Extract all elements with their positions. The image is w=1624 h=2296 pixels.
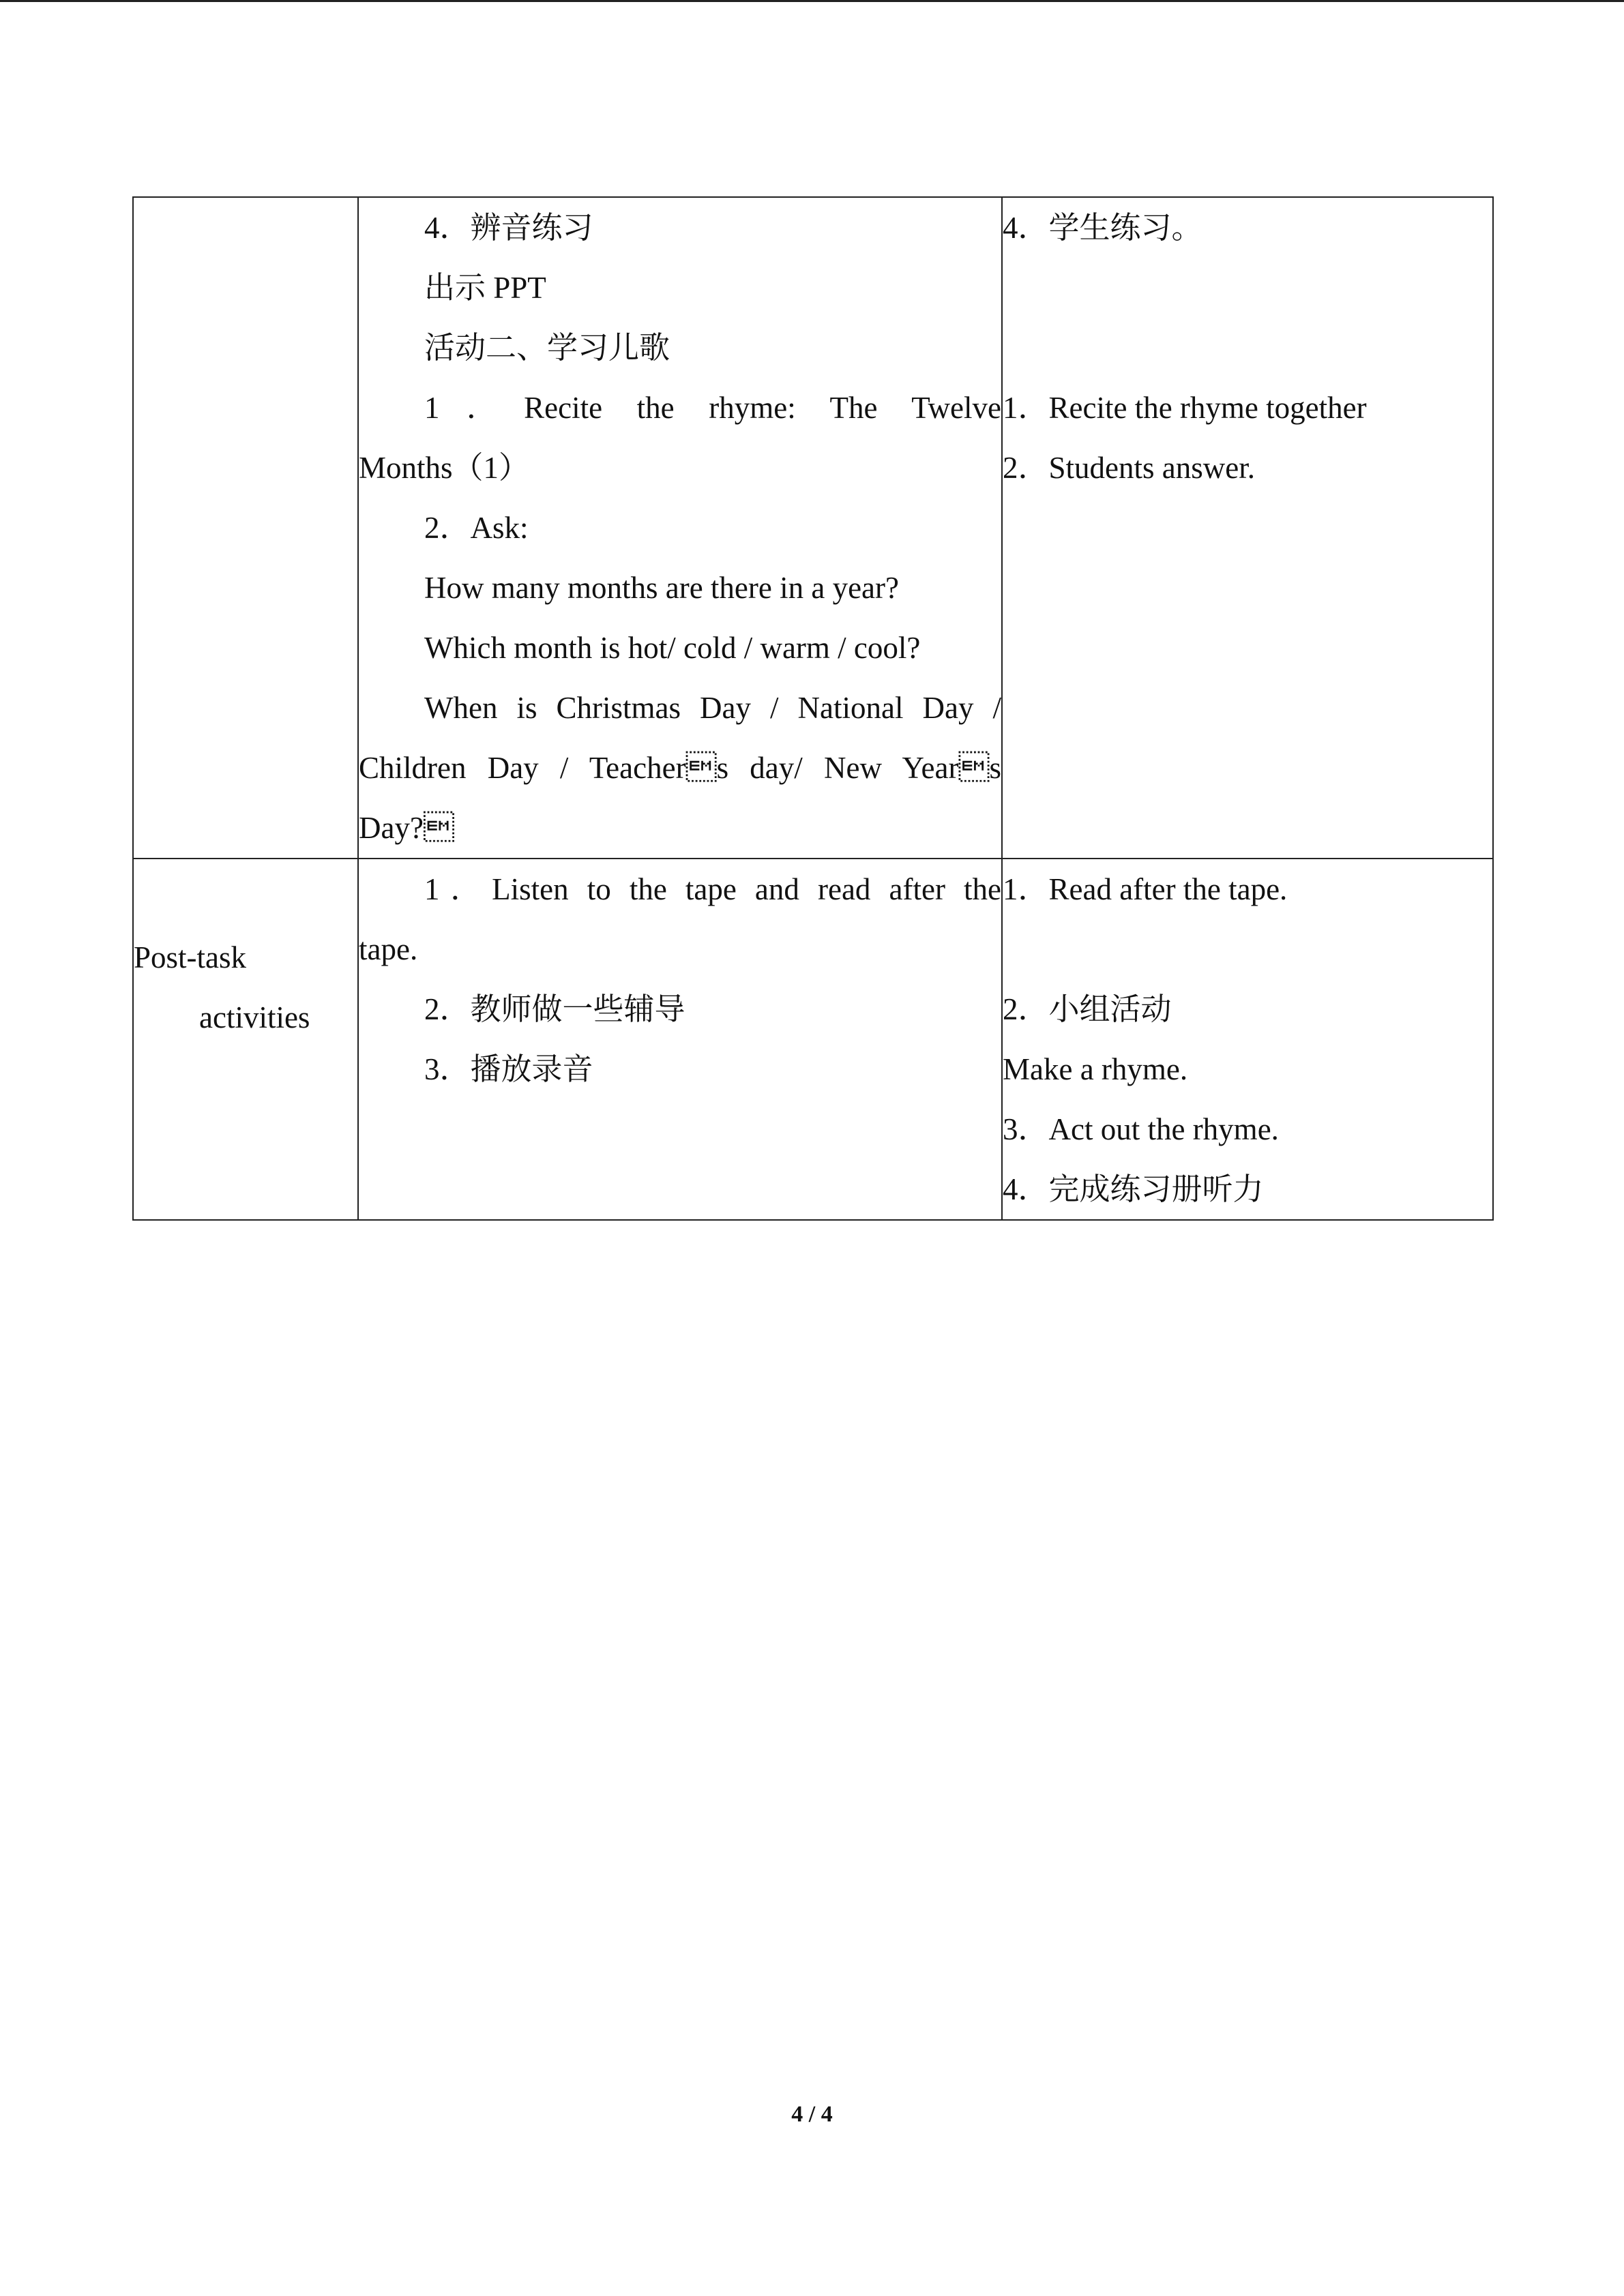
stage-cell-empty bbox=[133, 197, 358, 859]
student-line: 1．Recite the rhyme together bbox=[1003, 391, 1367, 425]
teacher-line: 3．播放录音 bbox=[424, 1052, 593, 1086]
page-number: 4 / 4 bbox=[791, 2102, 833, 2127]
student-activity-cell bbox=[1002, 859, 1493, 1220]
student-line: Make a rhyme. bbox=[1003, 1052, 1188, 1086]
student-line: 2．Students answer. bbox=[1003, 451, 1255, 485]
teacher-line: tape. bbox=[359, 932, 418, 966]
teacher-line: 活动二、学习儿歌 bbox=[424, 331, 670, 365]
teacher-line: Months（1） bbox=[359, 451, 530, 485]
teacher-line: 2．教师做一些辅导 bbox=[424, 992, 685, 1026]
teacher-line: Children Day / Teachers day/ New Years bbox=[359, 751, 1001, 785]
stage-label: activities bbox=[199, 1000, 310, 1034]
teacher-line: 1．Listen to the tape and read after the bbox=[424, 872, 1001, 906]
stage-label: Post-task bbox=[134, 940, 247, 974]
table-row-post-task bbox=[133, 859, 1493, 1220]
top-border-line bbox=[0, 0, 1624, 2]
student-line: 1．Read after the tape. bbox=[1003, 872, 1288, 906]
table-row-activities bbox=[133, 197, 1493, 859]
teacher-line: Which month is hot/ cold / warm / cool? bbox=[424, 631, 921, 665]
student-line: 4．完成练习册听力 bbox=[1003, 1172, 1264, 1206]
teacher-line: 2．Ask: bbox=[424, 511, 529, 545]
teacher-line: 4．辨音练习 bbox=[424, 211, 593, 245]
teacher-line: When is Christmas Day / National Day / bbox=[424, 691, 1001, 725]
stage-cell-post-task bbox=[133, 859, 358, 1220]
teacher-line: How many months are there in a year? bbox=[424, 571, 899, 605]
teacher-line: 出示 PPT bbox=[424, 271, 546, 305]
lesson-plan-table bbox=[132, 196, 1494, 1221]
teacher-activity-cell bbox=[358, 859, 1002, 1220]
teacher-line: 1．Recite the rhyme: The Twelve bbox=[424, 391, 1001, 425]
teacher-activity-cell bbox=[358, 197, 1002, 859]
student-line: 4．学生练习。 bbox=[1003, 211, 1202, 245]
teacher-line: Day? bbox=[359, 811, 454, 845]
student-line: 2．小组活动 bbox=[1003, 992, 1172, 1026]
student-activity-cell bbox=[1002, 197, 1493, 859]
student-line: 3．Act out the rhyme. bbox=[1003, 1112, 1279, 1146]
